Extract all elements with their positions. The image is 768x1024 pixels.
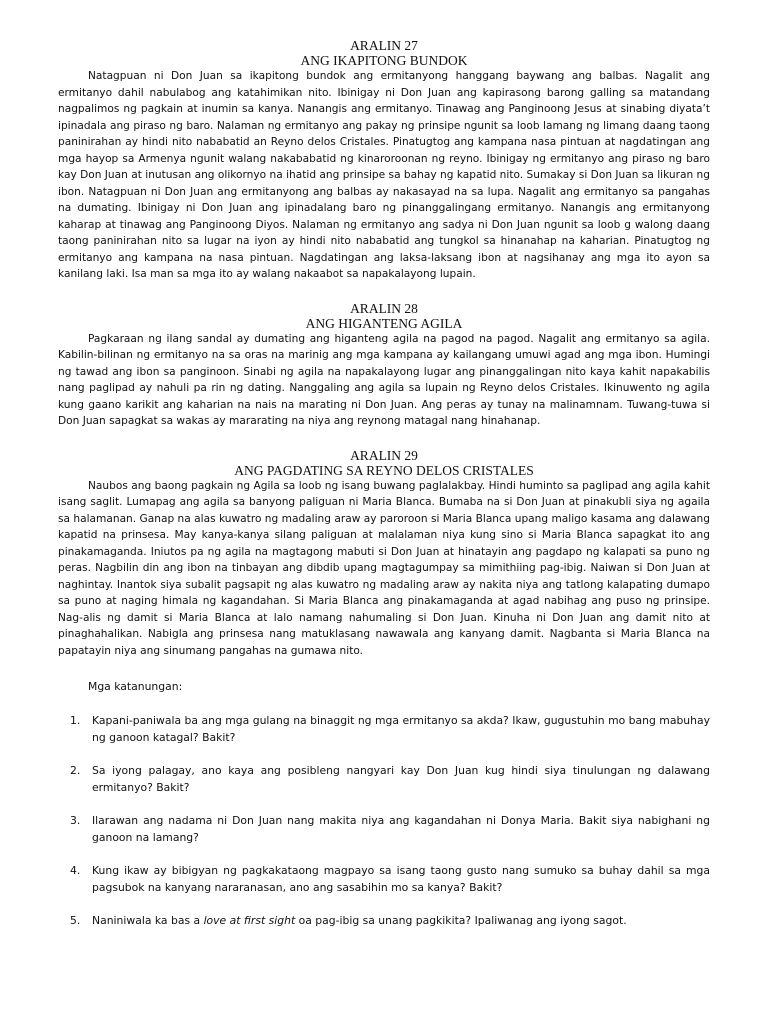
lesson-title: ANG HIGANTENG AGILA: [305, 315, 463, 331]
question-text-after: oa pag-ibig sa unang pagkikita? Ipaliwanag ang iyong sagot.: [295, 914, 627, 927]
question-text-before: Naniniwala ka bas a: [92, 914, 204, 927]
lesson-number: ARALIN 29: [350, 447, 418, 463]
question-text: Ilarawan ang nadama ni Don Juan nang makita niya ang kagandahan ni Donya Maria. Bakit siya nabighani ng ganoon na lamang?: [92, 814, 710, 844]
question-item: [58, 763, 710, 796]
question-item: [58, 813, 710, 846]
lesson-paragraph: Natagpuan ni Don Juan sa ikapitong bundok ang ermitanyong hanggang baywang ang balbas. Nagalit ang ermitanyo dahil nabulabog ang katahimikan nito. Ibinigay ni Don Juan ang kapirasong barong galling sa matandang nagpalimos ng pagkain at inumin sa kanya. Nanangis ang ermitanyo. Tinawag ang Panginoong Jesus at sinabing diyata’t ipinadala ang piraso ng baro. Nalaman ng ermitanyo ang pakay ng prinsipe ngunit sa loob lamang ng limang daang taong paninirahan ay hindi nito nababatid an Reyno delos Cristales. Pinatugtog ang kampana nasa pintuan at nagdatingan ang mga hayop sa Armenya ngunit walang nakababatid ng kinaroroonan ng reyno. Ibinigay ng ermitanyo ang piraso ng baro kay Don Juan at inutusan ang olikornyo na ihatid ang prinsipe sa bahay ng kapatid nito. Sumakay si Don Juan sa likuran ng ibon. Natagpuan ni Don Juan ang ermitanyong ang balbas ay nakasayad na sa lupa. Nagalit ang ermitanyo sa pangahas na dumating. Ibinigay ni Don Juan ang ipinadalang baro ng pinanggalingang ermitanyo. Nanangis ang ermitanyong kaharap at tinawag ang Panginoong Diyos. Nalaman ng ermitanyo ang sadya ni Don Juan ngunit sa loob g walong daang taong paninirahan nito sa lugar na iyon ay hindi nito nababatid ang tungkol sa hinanahap na kaharian. Pinatugtog ng ermitanyo ang kampana na nasa pintuan. Nagdatingan ang laksa-laksang ibon at nagsihanay ang mga ito ayon sa kanilang laki. Isa man sa mga ito ay walang nakaabot sa napakalayong lupain.: [58, 70, 710, 280]
question-number: 4.: [70, 864, 81, 877]
question-number: 3.: [70, 814, 81, 827]
lesson-28: [58, 301, 710, 430]
question-text: Sa iyong palagay, ano kaya ang posibleng nangyari kay Don Juan kug hindi siya tinulungan ng dalawang ermitanyo? Bakit?: [92, 764, 710, 794]
lesson-title: ANG PAGDATING SA REYNO DELOS CRISTALES: [234, 462, 534, 478]
lesson-27: [58, 38, 710, 283]
lesson-29: [58, 448, 710, 660]
lesson-title: ANG IKAPITONG BUNDOK: [300, 53, 468, 68]
question-item: [58, 863, 710, 896]
lesson-number: ARALIN 28: [350, 300, 418, 316]
lesson-number: ARALIN 27: [350, 38, 418, 53]
question-item: [58, 713, 710, 746]
lesson-paragraph: Pagkaraan ng ilang sandal ay dumating ang higanteng agila na pagod na pagod. Nagalit ang ermitanyo sa agila. Kabilin-bilinan ng ermitanyo na sa oras na marinig ang mga kampana ay kailangang umuwi agad ang mga ibon. Humingi ng tawad ang ibon sa panginoon. Sinabi ng agila na napakalayong lugar ang pinanggalingan nito kaya kahit napakabilis nang paglipad ay nahuli pa rin ng dating. Nanggaling ang agila sa lupain ng Reyno delos Cristales. Ikinuwento ng agila kung gaano karikit ang kaharian na nais na marating ni Don Juan. Ang peras ay tunay na malinamnam. Tuwang-tuwa si Don Juan sapagkat sa wakas ay mararating na niya ang reynong matagal nang hinahanap.: [58, 332, 710, 427]
questions-list: [58, 713, 710, 930]
question-number: 2.: [70, 764, 81, 777]
lesson-paragraph: Naubos ang baong pagkain ng Agila sa loob ng isang buwang paglalakbay. Hindi huminto sa paglipad ang agila kahit isang saglit. Lumapag ang agila sa banyong paliguan ni Maria Blanca. Bumaba na si Don Juan at pinakubli siya ng agaila sa halamanan. Ganap na alas kuwatro ng madaling araw ay paroroon si Maria Blanca upang maligo kasama ang dalawang kapatid na prinsesa. May kanya-kanya silang paliguan at malalaman niya kung sino si Maria Blanca sapagkat ito ang pinakamaganda. Iniutos pa ng agila na magtagong mabuti si Don Juan at hinatayin ang pagdapo ng kalapati sa puno ng peras. Nagbilin din ang ibon na tinbayan ang dibdib upang magtagumpay sa mimithiing pag-ibig. Naiwan si Don Juan at naghintay. Inantok siya subalit pagsapit ng alas kuwatro ng madaling araw ay nakita niya ang tatlong kalapating dumapo sa puno at naging himala ng kagandahan. Si Maria Blanca ang pinakamaganda at agad nabihag ang puso ng prinsipe. Nag-alis ng damit si Maria Blanca at lalo namang nahumaling si Don Juan. Kinuha ni Don Juan ang damit nito at pinaghahalikan. Nabigla ang prinsesa nang matuklasang nawawala ang kanyang damit. Nagbanta si Maria Blanca na papatayin niya ang sinumang pangahas na gumawa nito.: [58, 479, 710, 657]
question-text: Kapani-paniwala ba ang mga gulang na binaggit ng mga ermitanyo sa akda? Ikaw, gugustuhin mo bang mabuhay ng ganoon katagal? Bakit?: [92, 714, 710, 744]
question-item: [58, 913, 710, 930]
question-number: 1.: [70, 714, 81, 727]
question-number: 5.: [70, 914, 81, 927]
question-text: Kung ikaw ay bibigyan ng pagkakataong magpayo sa isang taong gusto nang sumuko sa buhay dahil sa mga pagsubok na kanyang nararanasan, ano ang sasabihin mo sa kanya? Bakit?: [92, 864, 710, 894]
questions-heading: Mga katanungan:: [88, 680, 183, 693]
question-text-italic: love at first sight: [203, 914, 296, 927]
